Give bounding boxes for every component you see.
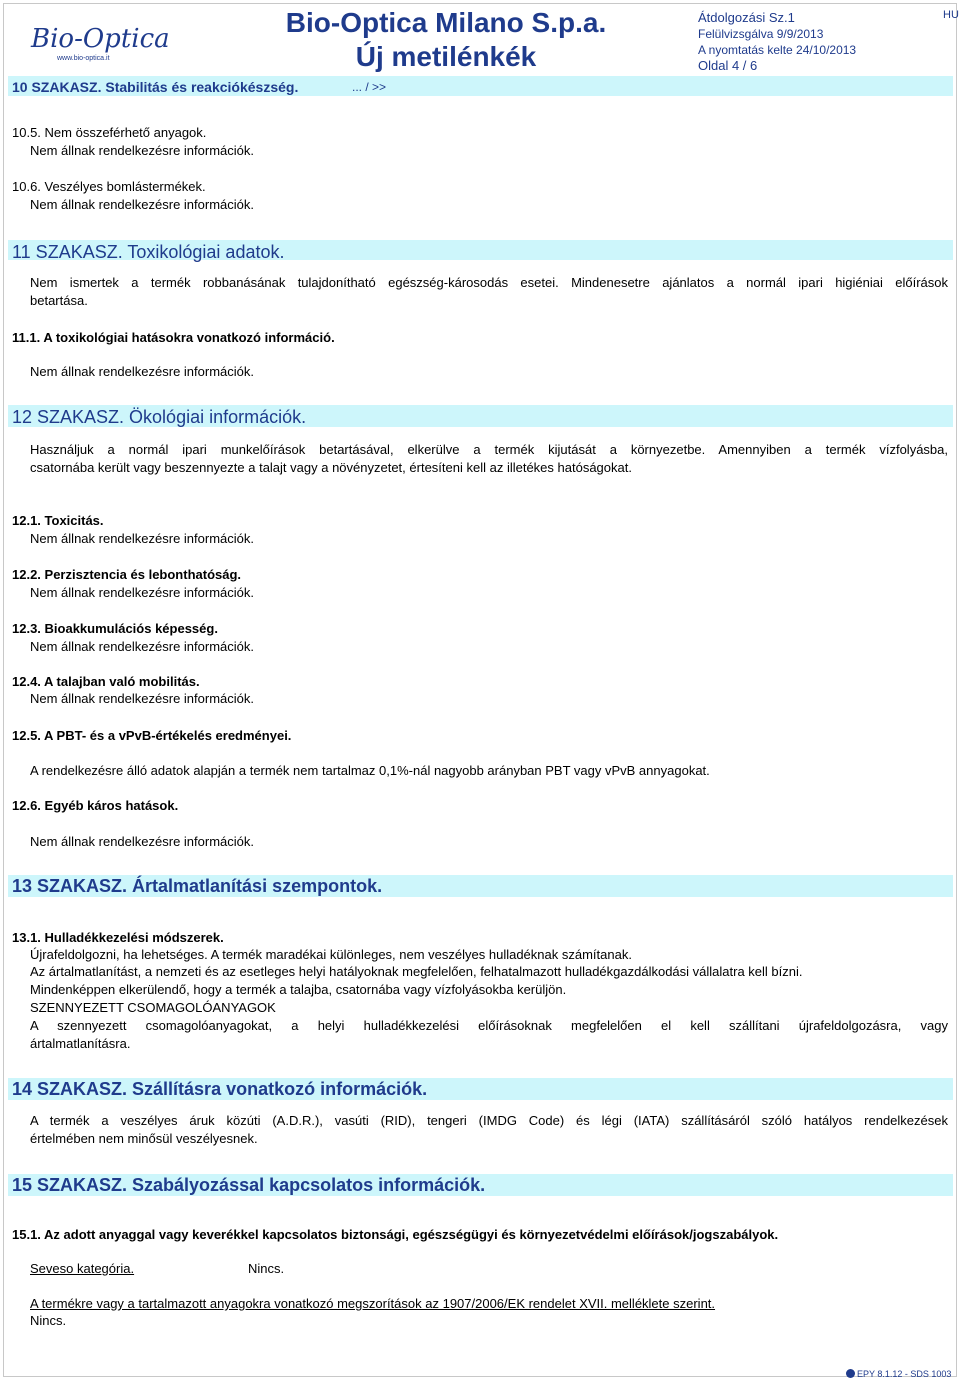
section-12-intro-line2: csatornába került vagy beszennyezte a talajt vagy a növényzetet, értesíteni kell az illetékes hatóságokat. — [30, 460, 632, 475]
subsection-12-2-heading: 12.2. Perzisztencia és lebonthatóság. — [12, 567, 242, 582]
restrictions-label: A termékre vagy a tartalmazott anyagokra vonatkozó megszorítások az 1907/2006/EK rendelet XVII. melléklete szerint. — [30, 1296, 716, 1311]
section-12-title: 12 SZAKASZ. Ökológiai információk. — [12, 407, 307, 427]
restrictions-value: Nincs. — [30, 1313, 67, 1328]
subsection-12-6-heading: 12.6. Egyéb káros hatások. — [12, 798, 179, 813]
revision-number: Átdolgozási Sz.1 — [698, 10, 795, 25]
seveso-category-value: Nincs. — [248, 1261, 285, 1276]
subsection-12-6-text: Nem állnak rendelkezésre információk. — [30, 834, 254, 849]
section-13-title: 13 SZAKASZ. Ártalmatlanítási szempontok. — [12, 876, 383, 896]
page-number: Oldal 4 / 6 — [698, 58, 758, 73]
subsection-12-5-text: A rendelkezésre álló adatok alapján a termék nem tartalmaz 0,1%-nál nagyobb arányban PBT vagy vPvB annyagokat. — [30, 763, 710, 778]
review-date: Felülvizsgálva 9/9/2013 — [698, 27, 824, 41]
subsection-13-1-line3: Mindenképpen elkerülendő, hogy a termék a talajba, csatornába vagy vízfolyásokba kerüljön. — [30, 982, 567, 997]
subsection-10-5-text: Nem állnak rendelkezésre információk. — [30, 143, 254, 158]
subsection-12-4-text: Nem állnak rendelkezésre információk. — [30, 691, 254, 706]
section-10-title: 10 SZAKASZ. Stabilitás és reakciókészség. — [12, 79, 299, 95]
subsection-11-1-heading: 11.1. A toxikológiai hatásokra vonatkozó információ. — [12, 330, 335, 345]
subsection-12-2-text: Nem állnak rendelkezésre információk. — [30, 585, 254, 600]
document-header — [3, 3, 957, 73]
svg-text:Bio-Optica: Bio-Optica — [31, 24, 170, 54]
subsection-10-5-heading: 10.5. Nem összeférhető anyagok. — [12, 125, 207, 140]
subsection-12-4-heading: 12.4. A talajban való mobilitás. — [12, 674, 200, 689]
section-12-header — [8, 405, 953, 427]
svg-text:www.bio-optica.it: www.bio-optica.it — [57, 55, 110, 62]
section-10-header — [8, 76, 953, 96]
section-14-header — [8, 1078, 953, 1100]
subsection-10-6-heading: 10.6. Veszélyes bomlástermékek. — [12, 179, 206, 194]
subsection-12-3-text: Nem állnak rendelkezésre információk. — [30, 639, 254, 654]
revision-info — [698, 10, 856, 74]
seveso-category-label: Seveso kategória. — [30, 1261, 135, 1276]
product-title: Új metilénkék — [355, 41, 537, 72]
subsection-13-1-line5: A szennyezett csomagolóanyagokat, a helyi hulladékkezelési előírásoknak megfelelően el kell szállítani újrafeldolgozásra, vagy — [30, 1018, 948, 1033]
subsection-12-5-heading: 12.5. A PBT- és a vPvB-értékelés eredményei. — [12, 728, 292, 743]
section-15-header — [8, 1174, 953, 1196]
subsection-10-6-text: Nem állnak rendelkezésre információk. — [30, 197, 254, 212]
subsection-13-1-line1: Újrafeldolgozni, ha lehetséges. A termék maradékai különleges, nem veszélyes hulladéknak számítanak. — [30, 947, 632, 962]
footer — [846, 1369, 951, 1380]
subsection-11-1-text: Nem állnak rendelkezésre információk. — [30, 364, 254, 379]
continuation-marker: ... / >> — [352, 80, 387, 94]
subsection-12-1-heading: 12.1. Toxicitás. — [12, 513, 104, 528]
section-15-title: 15 SZAKASZ. Szabályozással kapcsolatos információk. — [12, 1175, 486, 1195]
subsection-15-1-heading: 15.1. Az adott anyaggal vagy keverékkel kapcsolatos biztonsági, egészségügyi és környezetvédelmi előírások/jogszabályok. — [12, 1227, 779, 1242]
subsection-12-1-text: Nem állnak rendelkezésre információk. — [30, 531, 254, 546]
section-11-intro-line1: Nem ismertek a termék robbanásának tulajdonítható egészség-károsodás esetei. Mindenesetre ajánlatos a normál ipari higiéniai előírások — [30, 275, 948, 290]
section-12-intro-line1: Használjuk a normál ipari munkelőírások betartásával, elkerülve a termék kijutását a környezetbe. Amennyiben a termék vízfolyásba, — [30, 442, 948, 457]
print-date: A nyomtatás kelte 24/10/2013 — [698, 43, 857, 57]
section-14-title: 14 SZAKASZ. Szállításra vonatkozó információk. — [12, 1079, 428, 1099]
bio-optica-logo — [27, 17, 187, 63]
section-11-intro-line2: betartása. — [30, 293, 88, 308]
subsection-13-1-line6: ártalmatlanításra. — [30, 1036, 131, 1051]
subsection-13-1-heading: 13.1. Hulladékkezelési módszerek. — [12, 930, 224, 945]
company-name: Bio-Optica Milano S.p.a. — [285, 7, 607, 38]
subsection-12-3-heading: 12.3. Bioakkumulációs képesség. — [12, 621, 218, 636]
section-11-header — [8, 240, 953, 260]
section-11-title: 11 SZAKASZ. Toxikológiai adatok. — [12, 242, 285, 262]
footer-text: EPY 8.1.12 - SDS 1003 — [857, 1369, 952, 1379]
section-14-line1: A termék a veszélyes áruk közúti (A.D.R.), vasúti (RID), tengeri (IMDG Code) és légi (IATA) szállításáról szóló hatályos rendelkezések — [30, 1113, 948, 1128]
section-14-line2: értelmében nem minősül veszélyesnek. — [30, 1131, 258, 1146]
subsection-13-1-line2: Az ártalmatlanítást, a nemzeti és az esetleges helyi hatályoknak megfelelően, felhatalmazott hulladékgazdálkodási vállalatra kell bízni. — [30, 964, 803, 979]
subsection-13-1-line4: SZENNYEZETT CSOMAGOLÓANYAGOK — [30, 1000, 276, 1015]
epy-logo-icon — [846, 1369, 855, 1378]
language-code: HU — [943, 9, 959, 21]
section-13-header — [8, 875, 953, 897]
